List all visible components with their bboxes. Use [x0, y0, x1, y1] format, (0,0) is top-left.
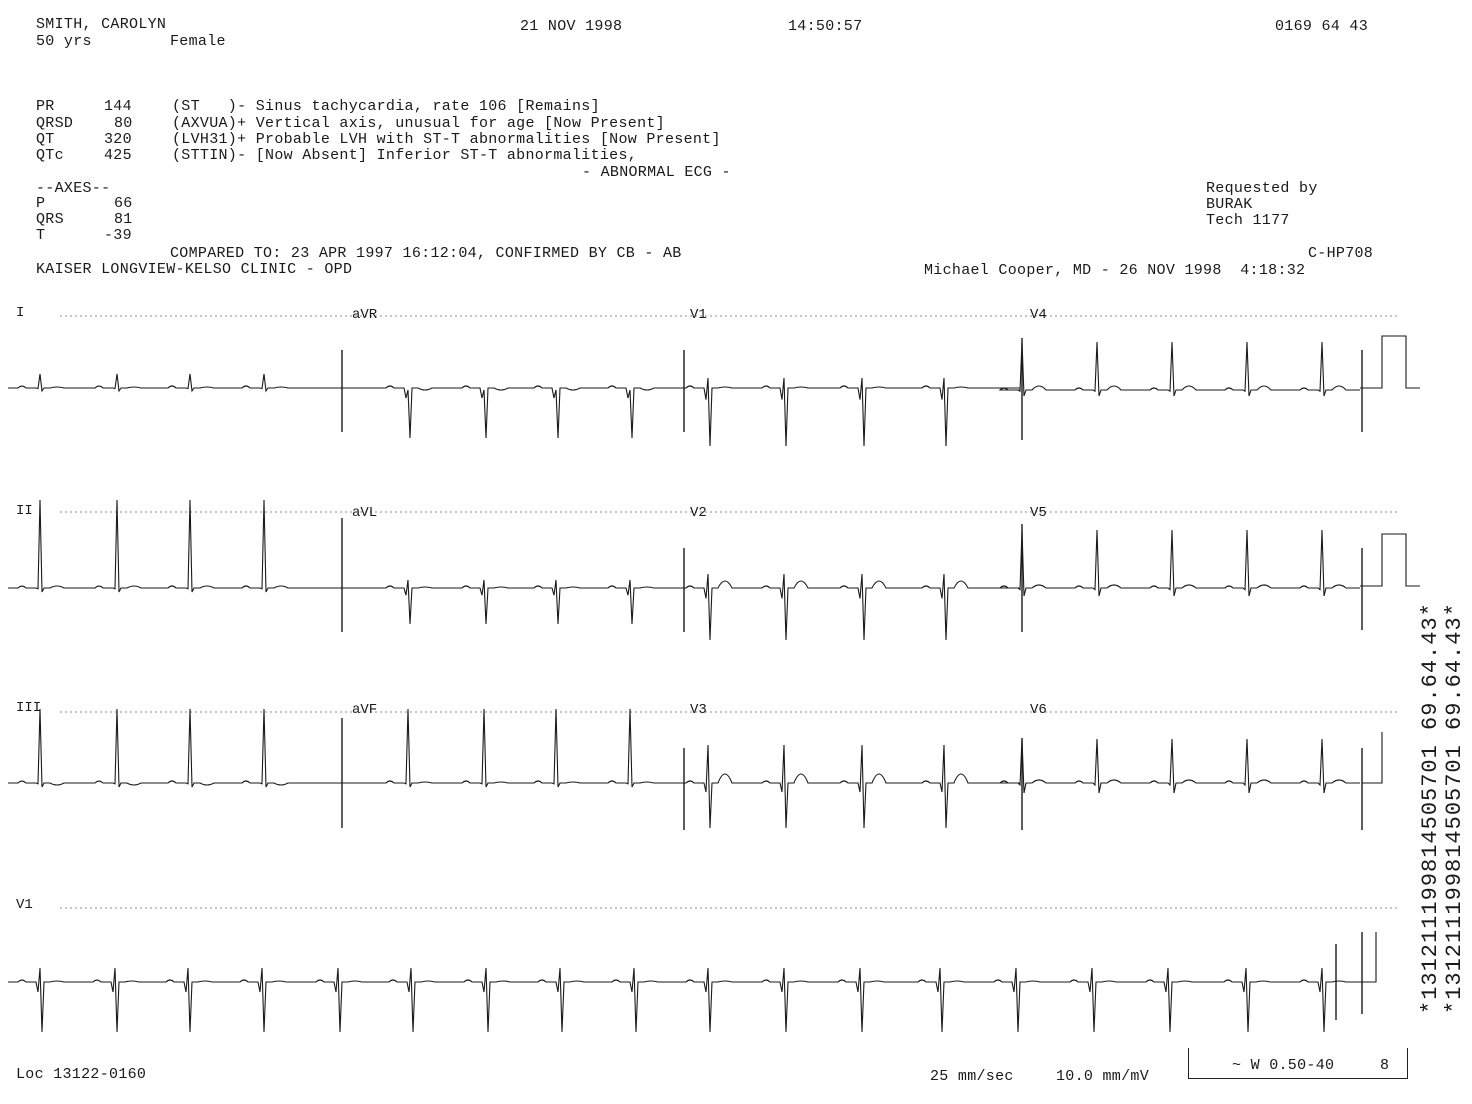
patient-name: SMITH, CAROLYN	[36, 16, 167, 33]
requested-by: BURAK	[1206, 196, 1253, 213]
requested-label: Requested by	[1206, 180, 1318, 197]
location-code: Loc 13122-0160	[16, 1066, 147, 1083]
measurement-value: 320	[104, 131, 132, 148]
device-code: C-HP708	[1308, 245, 1374, 262]
trace-lead-V6	[1000, 739, 1360, 793]
patient-sex: Female	[170, 33, 226, 50]
trace-lead-V1	[684, 378, 1020, 446]
lead-label-rhythm-V1: V1	[16, 897, 33, 913]
lead-label-V4: V4	[1030, 307, 1047, 323]
trace-lead-II	[8, 500, 342, 592]
tech-id: Tech 1177	[1206, 212, 1290, 229]
axis-label: T	[36, 227, 46, 244]
interpretation-line: (AXVUA)+ Vertical axis, unusual for age [Now Present]	[172, 115, 665, 132]
record-time: 14:50:57	[788, 18, 863, 35]
axis-label: P	[36, 195, 46, 212]
axis-value: 81	[114, 211, 133, 228]
lead-label-V1: V1	[690, 307, 707, 323]
lead-label-V2: V2	[690, 505, 707, 521]
axis-value: -39	[104, 227, 132, 244]
interpretation-line: (STTIN)- [Now Absent] Inferior ST-T abnormalities,	[172, 147, 638, 164]
trace-lead-aVL	[342, 580, 684, 624]
measurement-label: QTc	[36, 147, 64, 164]
lead-label-I: I	[16, 305, 25, 321]
record-date: 21 NOV 1998	[520, 18, 623, 35]
axes-title: --AXES--	[36, 180, 111, 197]
lead-label-V5: V5	[1030, 505, 1047, 521]
barcode-text: *131211199814505701 69.64.43*	[1442, 602, 1467, 1014]
calibration-pulse-row1	[1360, 336, 1420, 388]
patient-id: 0169 64 43	[1275, 18, 1369, 35]
measurement-value: 425	[104, 147, 132, 164]
trace-lead-V2	[684, 574, 1020, 640]
patient-age: 50 yrs	[36, 33, 92, 50]
axis-value: 66	[114, 195, 133, 212]
paper-speed: 25 mm/sec	[930, 1068, 1014, 1085]
comparison-line: COMPARED TO: 23 APR 1997 16:12:04, CONFIRMED BY CB - AB	[170, 245, 682, 262]
measurement-label: QT	[36, 131, 55, 148]
lead-label-aVL: aVL	[352, 505, 378, 521]
trace-lead-I	[8, 374, 342, 391]
clinic-name: KAISER LONGVIEW-KELSO CLINIC - OPD	[36, 261, 353, 278]
interpretation-line: (LVH31)+ Probable LVH with ST-T abnormalities [Now Present]	[172, 131, 721, 148]
calibration-pulse-row3	[1362, 732, 1382, 783]
ecg-summary: - ABNORMAL ECG -	[582, 164, 731, 181]
trace-lead-III	[8, 709, 342, 787]
calibration-pulse-rhythm	[1362, 932, 1376, 982]
lead-label-aVR: aVR	[352, 307, 378, 323]
trace-lead-V5	[1000, 530, 1360, 596]
barcode-text: *131211199814505701 69.64.43*	[1418, 602, 1443, 1014]
confirmed-by: Michael Cooper, MD - 26 NOV 1998 4:18:32	[924, 262, 1306, 279]
calibration-pulse-row2	[1360, 534, 1420, 586]
lead-label-aVF: aVF	[352, 702, 378, 718]
trace-rhythm-V1	[8, 968, 1370, 1032]
measurement-label: PR	[36, 98, 55, 115]
interpretation-line: (ST )- Sinus tachycardia, rate 106 [Remains]	[172, 98, 600, 115]
lead-label-V3: V3	[690, 702, 707, 718]
filter-setting: ~ W 0.50-40	[1232, 1057, 1335, 1074]
trace-lead-aVR	[342, 386, 684, 438]
trace-lead-V4	[1000, 342, 1360, 396]
measurement-label: QRSD	[36, 115, 74, 132]
gain-setting: 10.0 mm/mV	[1056, 1068, 1150, 1085]
lead-label-V6: V6	[1030, 702, 1047, 718]
lead-label-II: II	[16, 503, 33, 519]
axis-label: QRS	[36, 211, 64, 228]
lead-label-III: III	[16, 700, 42, 716]
trace-lead-aVF	[342, 709, 684, 787]
measurement-value: 80	[114, 115, 133, 132]
measurement-value: 144	[104, 98, 132, 115]
filter-number: 8	[1380, 1057, 1390, 1074]
trace-lead-V3	[684, 745, 1020, 828]
